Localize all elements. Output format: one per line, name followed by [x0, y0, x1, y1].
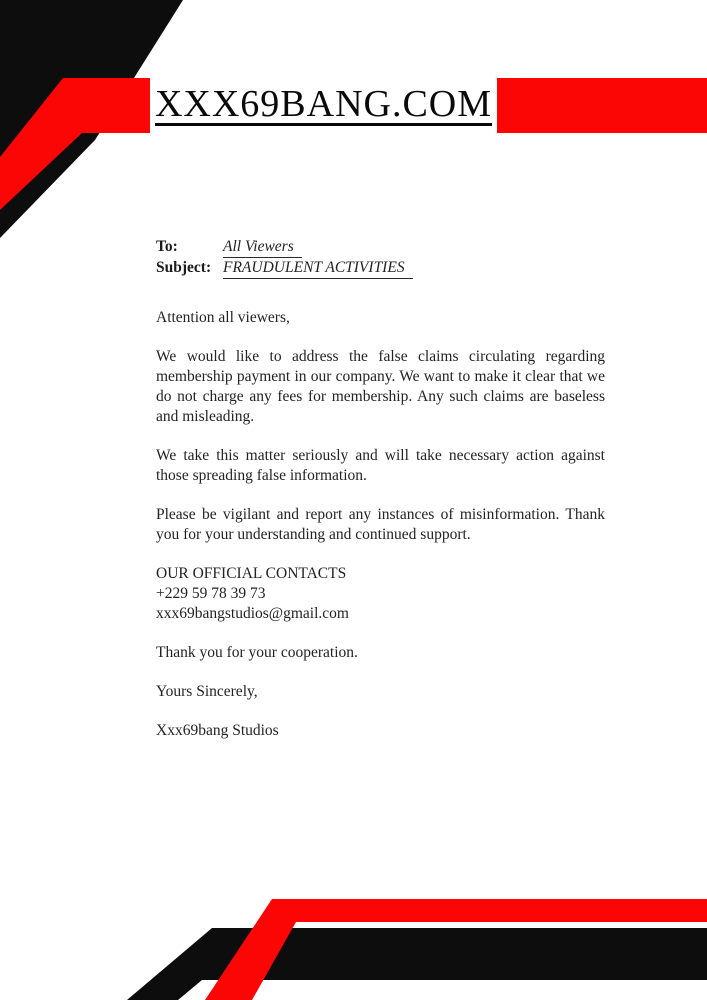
- paragraph-claims: We would like to address the false claims circulating regarding membership payment in our company. We want to make it clear that we do not charge any fees for membership. Any such claims are baseless and misleading.: [156, 348, 605, 425]
- letter-body: [156, 237, 605, 741]
- letterhead-title-box: [150, 66, 497, 142]
- paragraph-action: We take this matter seriously and will take necessary action against those spreading false information.: [156, 447, 605, 484]
- contacts-heading: OUR OFFICIAL CONTACTS: [156, 565, 347, 582]
- contacts-block: [156, 564, 605, 624]
- to-value: All Viewers: [223, 237, 302, 258]
- to-row: [156, 237, 605, 258]
- contact-phone: +229 59 78 39 73: [156, 585, 266, 602]
- signature: Xxx69bang Studios: [156, 722, 279, 739]
- to-label: To:: [156, 238, 178, 255]
- subject-label: Subject:: [156, 259, 212, 276]
- subject-row: [156, 258, 605, 279]
- subject-value: FRAUDULENT ACTIVITIES: [223, 258, 413, 279]
- paragraph-vigilant: Please be vigilant and report any instances of misinformation. Thank you for your understanding and continued support.: [156, 506, 605, 543]
- contact-email: xxx69bangstudios@gmail.com: [156, 605, 349, 622]
- cooperation-line: Thank you for your cooperation.: [156, 644, 358, 661]
- salutation: Attention all viewers,: [156, 309, 290, 326]
- sign-off: Yours Sincerely,: [156, 683, 258, 700]
- site-title: XXX69BANG.COM: [154, 83, 493, 125]
